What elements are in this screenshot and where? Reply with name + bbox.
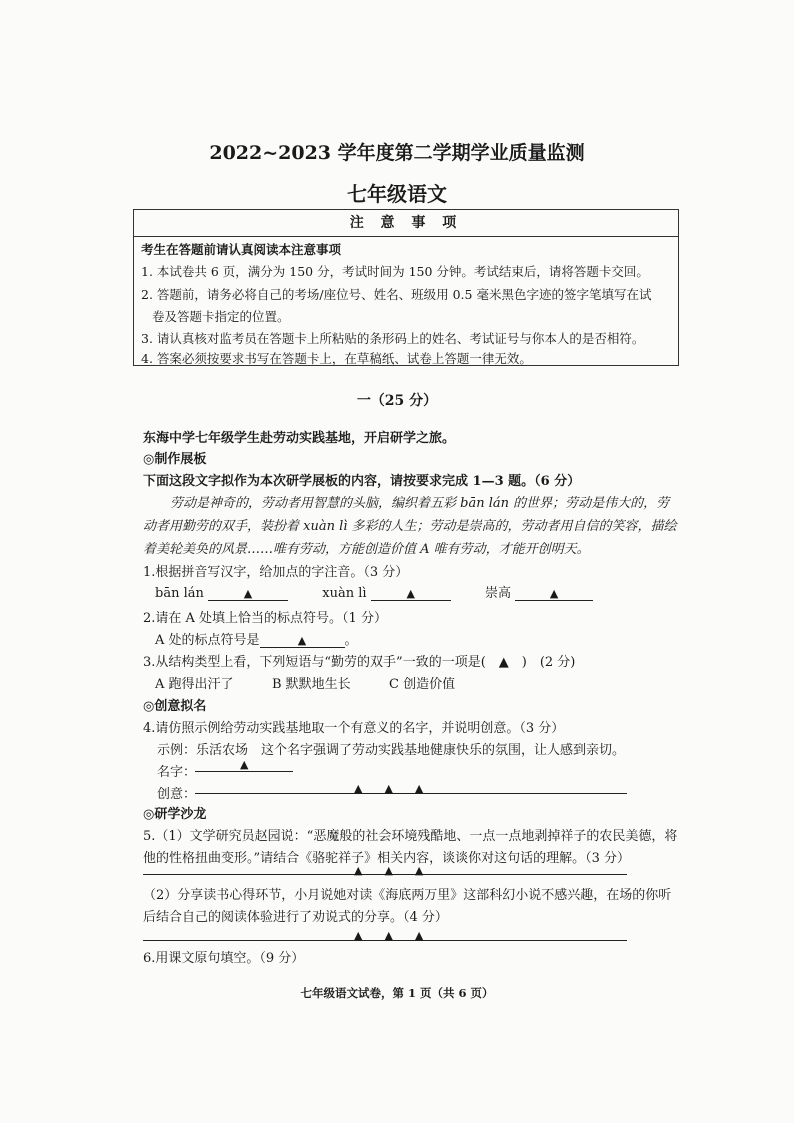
label: A 处的标点符号是 — [155, 633, 260, 648]
answer-markers: ▲ ▲ ▲ — [354, 782, 424, 795]
notice-item: 2. 答题前，请务必将自己的考场/座位号、姓名、班级用 0.5 毫米黑色字迹的签字笔填写在试 — [141, 287, 652, 302]
pinyin-a: bān lán — [155, 586, 204, 601]
question-6: 6.用课文原句填空。（9 分） — [143, 951, 305, 966]
notice-intro: 考生在答题前请认真阅读本注意事项 — [141, 242, 342, 257]
option-c: C 创造价值 — [389, 677, 456, 692]
question-5-1: 5.（1）文学研究员赵园说：“恶魔般的社会环境残酷地、一点一点地剥掉祥子的农民美德，将 — [143, 829, 678, 844]
exam-subject: 七年级语文 — [347, 182, 447, 206]
option-b: B 默默地生长 — [272, 677, 351, 692]
answer-markers: ▲ ▲ ▲ — [354, 864, 424, 877]
answer-markers: ▲ ▲ ▲ — [354, 929, 424, 942]
subsection-title: ◎制作展板 — [143, 452, 207, 467]
question-3: 3.从结构类型上看，下列短语与“勤劳的双手”一致的一项是( ▲ ) (2 分) — [143, 655, 576, 670]
answer-blank[interactable] — [371, 587, 451, 601]
answer-marker: ▲ — [549, 587, 559, 600]
notice-box — [133, 209, 679, 366]
passage-line: 动者用勤劳的双手，装扮着 xuàn lì 多彩的人生；劳动是崇高的，劳动者用自信的笑容，描绘 — [143, 519, 677, 534]
answer-marker: ▲ — [297, 634, 307, 647]
idea-label: 创意： — [157, 787, 197, 802]
pinyin-b: xuàn lì — [322, 586, 367, 601]
answer-blank[interactable] — [515, 587, 593, 601]
section-intro: 东海中学七年级学生赴劳动实践基地，开启研学之旅。 — [143, 431, 456, 446]
passage-line: 着美轮美奂的风景……唯有劳动，方能创造价值 A 唯有劳动，才能开创明天。 — [143, 542, 590, 557]
section-heading: 一（25 分） — [356, 393, 438, 409]
notice-item: 3. 请认真核对监考员在答题卡上所粘贴的条形码上的姓名、考试证号与你本人的是否相符。 — [141, 331, 645, 346]
question-4: 4.请仿照示例给劳动实践基地取一个有意义的名字，并说明创意。（3 分） — [143, 721, 565, 736]
exam-title: 2022~2023 学年度第二学期学业质量监测 — [209, 142, 585, 164]
notice-item: 卷及答题卡指定的位置。 — [152, 309, 290, 324]
question-5-2-cont: 后结合自己的阅读体验进行了劝说式的分享。（4 分） — [143, 910, 448, 925]
question-5-1-cont: 他的性格扭曲变形。”请结合《骆驼祥子》相关内容，谈谈你对这句话的理解。（3 分） — [143, 851, 631, 866]
name-label: 名字： — [157, 765, 197, 780]
word-c: 崇高 — [484, 586, 511, 601]
punctuation: 。 — [344, 633, 358, 648]
question-4-example: 示例：乐活农场 这个名字强调了劳动实践基地健康快乐的氛围，让人感到亲切。 — [157, 743, 626, 758]
question-1-blanks — [155, 582, 593, 601]
instruction: 下面这段文字拟作为本次研学展板的内容，请按要求完成 1—3 题。（6 分） — [143, 474, 581, 489]
question-2-line — [155, 629, 358, 648]
page-footer: 七年级语文试卷，第 1 页（共 6 页） — [300, 986, 494, 1000]
answer-blank[interactable] — [260, 634, 345, 648]
answer-blank[interactable] — [208, 587, 288, 601]
subsection-title: ◎创意拟名 — [143, 699, 207, 714]
subsection-title: ◎研学沙龙 — [143, 807, 207, 822]
passage-line: 劳动是神奇的，劳动者用智慧的头脑，编织着五彩 bān lán 的世界；劳动是伟大的，劳 — [170, 496, 670, 511]
notice-item: 4. 答案必须按要求书写在答题卡上，在草稿纸、试卷上答题一律无效。 — [141, 351, 532, 366]
answer-marker: ▲ — [243, 587, 253, 600]
answer-marker: ▲ — [406, 587, 415, 600]
name-answer-line[interactable] — [195, 771, 293, 772]
answer-marker: ▲ — [240, 758, 249, 771]
option-a: A 跑得出汗了 — [155, 677, 234, 692]
question-5-2: （2）分享读书心得环节，小月说她对读《海底两万里》这部科幻小说不感兴趣，在场的你听 — [143, 888, 672, 903]
notice-heading: 注 意 事 项 — [134, 210, 678, 237]
question-2: 2.请在 A 处填上恰当的标点符号。（1 分） — [143, 611, 387, 626]
notice-item: 1. 本试卷共 6 页，满分为 150 分，考试时间为 150 分钟。考试结束后，请将答题卡交回。 — [141, 264, 649, 279]
question-1: 1.根据拼音写汉字，给加点的字注音。（3 分） — [143, 565, 409, 580]
